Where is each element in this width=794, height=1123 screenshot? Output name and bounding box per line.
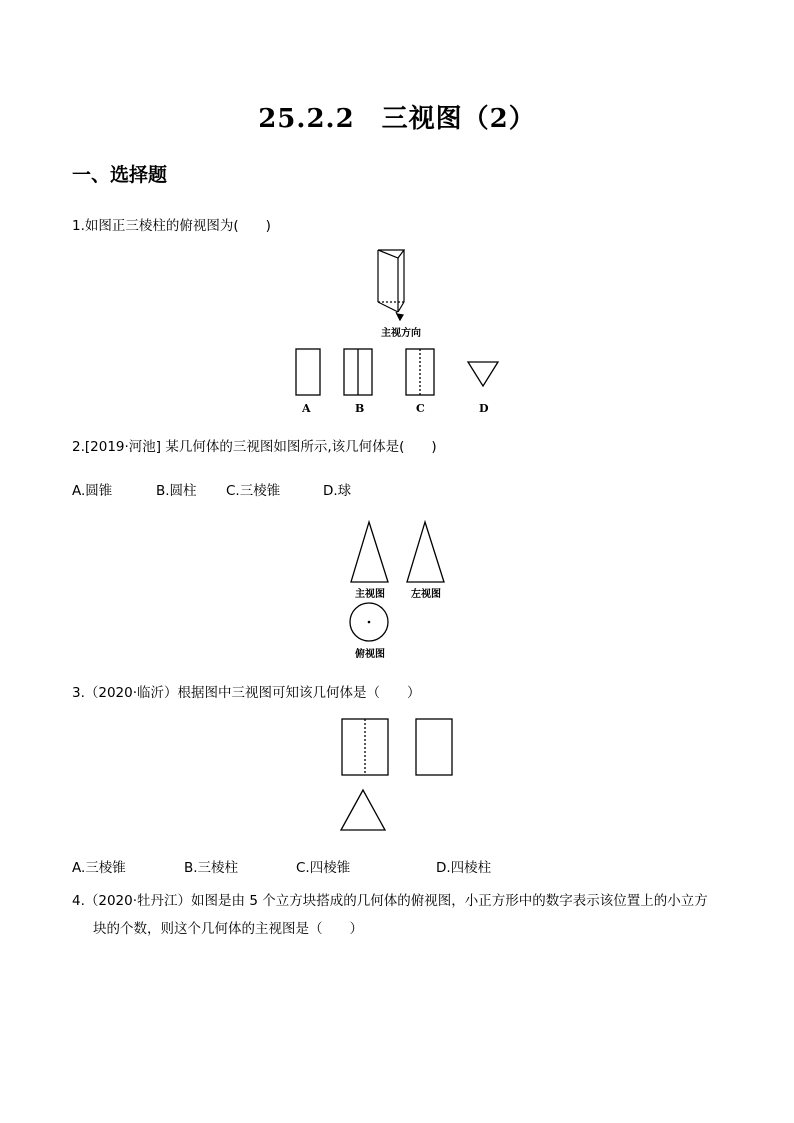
- question-4-text-line-1: 4.（2020·牡丹江）如图是由 5 个立方块搭成的几何体的俯视图，小正方形中的数字表示该位置上的小立方: [72, 893, 708, 909]
- question-3-option-d: D.四棱柱: [436, 860, 492, 876]
- side-view-rect: [416, 719, 452, 775]
- option-b-label: B: [355, 402, 365, 415]
- top-view-triangle: [341, 790, 385, 830]
- question-3-three-views: [335, 715, 465, 835]
- question-2-option-c: C.三棱锥: [226, 483, 281, 499]
- left-view-label: 左视图: [411, 589, 441, 600]
- question-3-option-b: B.三棱柱: [184, 860, 239, 876]
- question-3-text: 3.（2020·临沂）根据图中三视图可知该几何体是（ ）: [72, 685, 421, 701]
- option-a-figure: [296, 349, 320, 395]
- question-4-text-line-2: 块的个数，则这个几何体的主视图是（ ）: [93, 921, 363, 937]
- question-3-option-c: C.四棱锥: [296, 860, 351, 876]
- section-heading: 一、选择题: [72, 164, 168, 186]
- option-a-label: A: [302, 402, 311, 415]
- option-c-figure: [406, 349, 434, 395]
- view-direction-label: 主视方向: [381, 328, 421, 339]
- left-view-triangle: [407, 522, 444, 582]
- question-1-option-figures: [280, 345, 520, 400]
- front-view-triangle: [351, 522, 388, 582]
- option-c-label: C: [416, 402, 425, 415]
- question-2-text: 2.[2019·河池] 某几何体的三视图如图所示,该几何体是( ): [72, 439, 437, 455]
- question-3-option-a: A.三棱锥: [72, 860, 126, 876]
- question-2-option-a: A.圆锥: [72, 483, 113, 499]
- question-2-option-b: B.圆柱: [156, 483, 197, 499]
- question-1-text: 1.如图正三棱柱的俯视图为( ): [72, 218, 271, 234]
- top-view-label: 俯视图: [355, 649, 385, 660]
- option-d-label: D: [479, 402, 489, 415]
- option-d-figure: [468, 362, 498, 386]
- page-title: 25.2.2 三视图（2）: [258, 104, 536, 134]
- question-2-option-d: D.球: [323, 483, 352, 499]
- front-view-label: 主视图: [355, 589, 385, 600]
- question-1-prism-figure: [370, 248, 440, 328]
